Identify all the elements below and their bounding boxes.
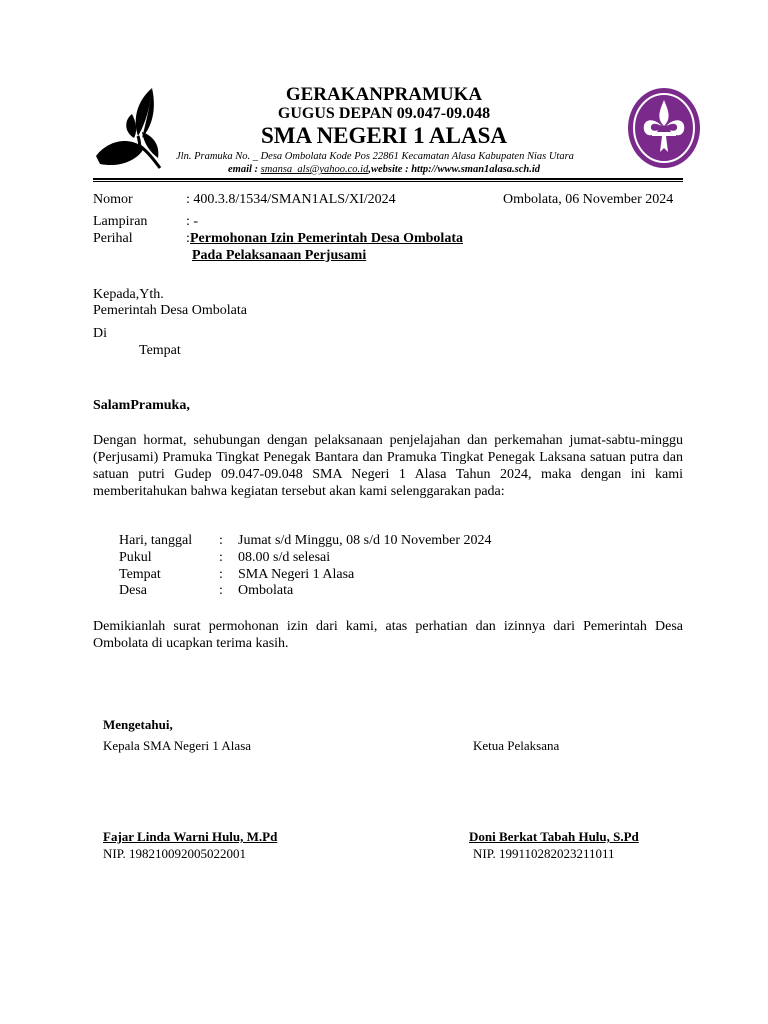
right-signer-nip: NIP. 199110282023211011 xyxy=(473,846,615,861)
letter-date: Ombolata, 06 November 2024 xyxy=(503,192,674,207)
detail-sep: : xyxy=(219,550,223,565)
school-address: Jln. Pramuka No. _ Desa Ombolata Kode Pos 22861 Kecamatan Alasa Kabupaten Nias Utara xyxy=(176,151,574,162)
detail-label: Pukul xyxy=(119,550,152,565)
detail-value: SMA Negeri 1 Alasa xyxy=(238,567,355,582)
recipient-greeting: Kepada,Yth. xyxy=(93,287,164,302)
detail-value: Ombolata xyxy=(238,583,294,598)
detail-label: Desa xyxy=(119,583,147,598)
perihal-line-2: Pada Pelaksanaan Perjusami xyxy=(192,248,367,263)
nomor-value: : 400.3.8/1534/SMAN1ALS/XI/2024 xyxy=(186,192,396,207)
detail-sep: : xyxy=(219,583,223,598)
lampiran-value: : - xyxy=(186,214,199,229)
detail-value: 08.00 s/d selesai xyxy=(238,550,331,565)
website-text[interactable]: ,website : http://www.sman1alasa.sch.id xyxy=(368,164,541,175)
detail-sep: : xyxy=(219,533,223,548)
perihal-label: Perihal xyxy=(93,231,133,246)
perihal-colon: : xyxy=(186,231,190,246)
header-divider xyxy=(93,178,683,180)
left-signer-name: Fajar Linda Warni Hulu, M.Pd xyxy=(103,829,278,844)
detail-label: Tempat xyxy=(119,567,161,582)
detail-label: Hari, tanggal xyxy=(119,533,193,548)
lampiran-label: Lampiran xyxy=(93,214,148,229)
right-signer-name: Doni Berkat Tabah Hulu, S.Pd xyxy=(469,829,639,844)
detail-sep: : xyxy=(219,567,223,582)
recipient-place: Tempat xyxy=(139,343,181,358)
left-signer-nip: NIP. 198210092005022001 xyxy=(103,846,247,861)
email-link[interactable]: smansa_als@yahoo.co.id xyxy=(260,164,369,175)
salutation: SalamPramuka, xyxy=(93,398,190,413)
acknowledge-label: Mengetahui, xyxy=(103,717,173,732)
org-name: GERAKANPRAMUKA xyxy=(285,84,483,105)
header-divider-thin xyxy=(93,181,683,182)
right-signer-title: Ketua Pelaksana xyxy=(473,738,560,753)
unit-name: GUGUS DEPAN 09.047-09.048 xyxy=(277,105,491,122)
detail-value: Jumat s/d Minggu, 08 s/d 10 November 2024 xyxy=(238,533,492,548)
recipient-di: Di xyxy=(93,326,107,341)
school-name: SMA NEGERI 1 ALASA xyxy=(260,123,508,148)
email-label: email : xyxy=(228,164,261,175)
nomor-label: Nomor xyxy=(93,192,133,207)
body-paragraph-2: Demikianlah surat permohonan izin dari kami, atas perhatian dan izinnya dari Pemerintah Desa Ombolata di ucapkan terima kasih. xyxy=(93,619,683,651)
left-signer-title: Kepala SMA Negeri 1 Alasa xyxy=(103,738,252,753)
perihal-line-1: Permohonan Izin Pemerintah Desa Ombolata xyxy=(190,231,463,246)
recipient-name: Pemerintah Desa Ombolata xyxy=(93,303,247,318)
contact-line xyxy=(228,164,540,175)
body-paragraph-1: Dengan hormat, sehubungan dengan pelaksanaan penjelajahan dan perkemahan jumat-sabtu-minggu (Perjusami) Pramuka Tingkat Penegak Bantara dan Pramuka Tingkat Penegak Laksana satuan putra dan satuan putri Gudep 09.047-09.048 SMA Negeri 1 Alasa Tahun 2024, maka dengan ini kami memberitahukan bahwa kegiatan tersebut akan kami selenggarakan pada: xyxy=(93,433,683,499)
